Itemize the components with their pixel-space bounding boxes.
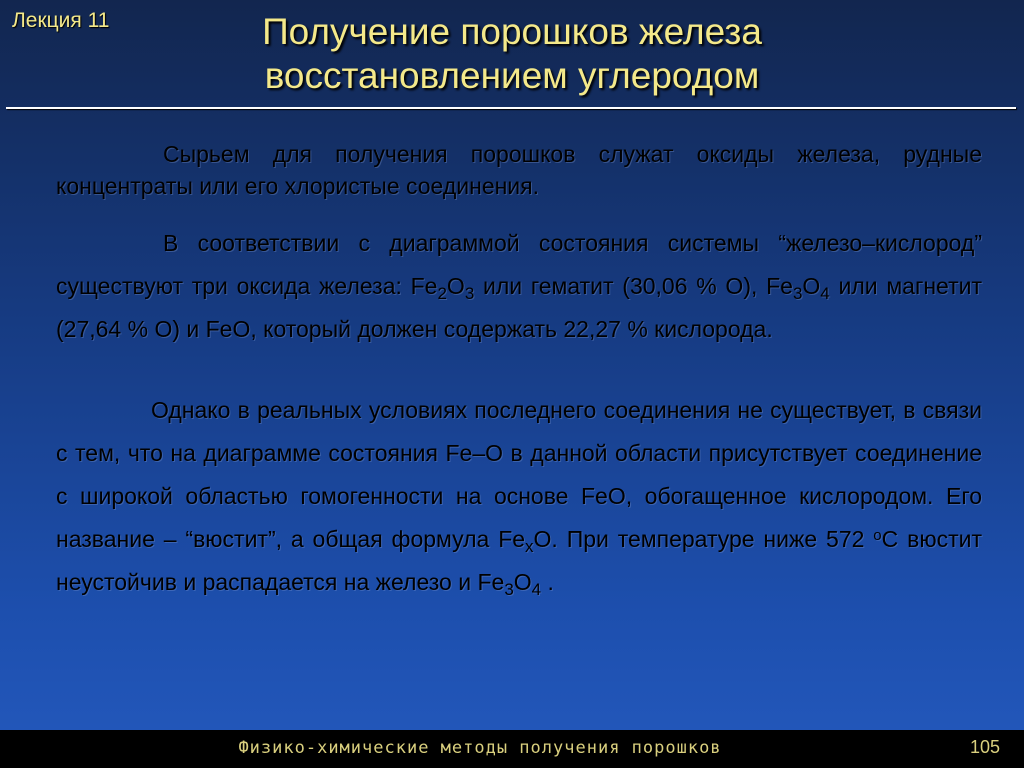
title-divider bbox=[6, 107, 1016, 109]
text-segment: или магнетит (27,64 % O) и FeO, который должен содержать 22,27 % кислорода. bbox=[56, 273, 982, 342]
subscript: 3 bbox=[792, 284, 803, 303]
text-segment: O. При температуре ниже 572 bbox=[533, 526, 874, 552]
lecture-label: Лекция 11 bbox=[12, 9, 110, 32]
slide-content bbox=[56, 138, 982, 604]
text-segment: O bbox=[802, 273, 821, 299]
text-segment: . bbox=[541, 569, 554, 595]
subscript: 4 bbox=[531, 580, 542, 599]
slide-title bbox=[0, 10, 1024, 98]
footer-title: Физико-химические методы получения порошков bbox=[238, 738, 722, 758]
paragraph-wustite bbox=[56, 389, 982, 604]
page-number: 105 bbox=[969, 737, 1000, 757]
subscript: 3 bbox=[504, 580, 514, 599]
subscript: 3 bbox=[464, 284, 475, 303]
title-line-1: Получение порошков железа bbox=[262, 11, 762, 52]
text-segment: O bbox=[446, 273, 465, 299]
text-segment: Однако в реальных условиях последнего соединения не существует, в связи с тем, что на диаграмме состояния Fe–O в данной области присутствует соединение с широкой областью гомогенности на основе FeO, обогащенное кислородом. Его название – “вюстит”, а общая формула Fe bbox=[56, 397, 982, 552]
text-segment: O bbox=[513, 569, 532, 595]
subscript: 2 bbox=[437, 284, 447, 303]
paragraph-iron-oxides bbox=[56, 222, 982, 351]
text-segment: или гематит (30,06 % O), Fe bbox=[474, 273, 793, 299]
paragraph-raw-materials: Сырьем для получения порошков служат оксиды железа, рудные концентраты или его хлористые соединения. bbox=[56, 141, 982, 199]
subscript: 4 bbox=[820, 284, 830, 303]
title-line-2: восстановлением углеродом bbox=[264, 55, 760, 96]
text-segment: В соответствии с диаграммой состояния системы “железо–кислород” существуют три оксида железа: Fe bbox=[56, 230, 982, 299]
text-segment: С вюстит неустойчив и распадается на железо и Fe bbox=[56, 526, 982, 595]
subscript: x bbox=[525, 537, 534, 556]
footer-bar bbox=[0, 730, 1024, 768]
superscript: o bbox=[873, 527, 882, 544]
